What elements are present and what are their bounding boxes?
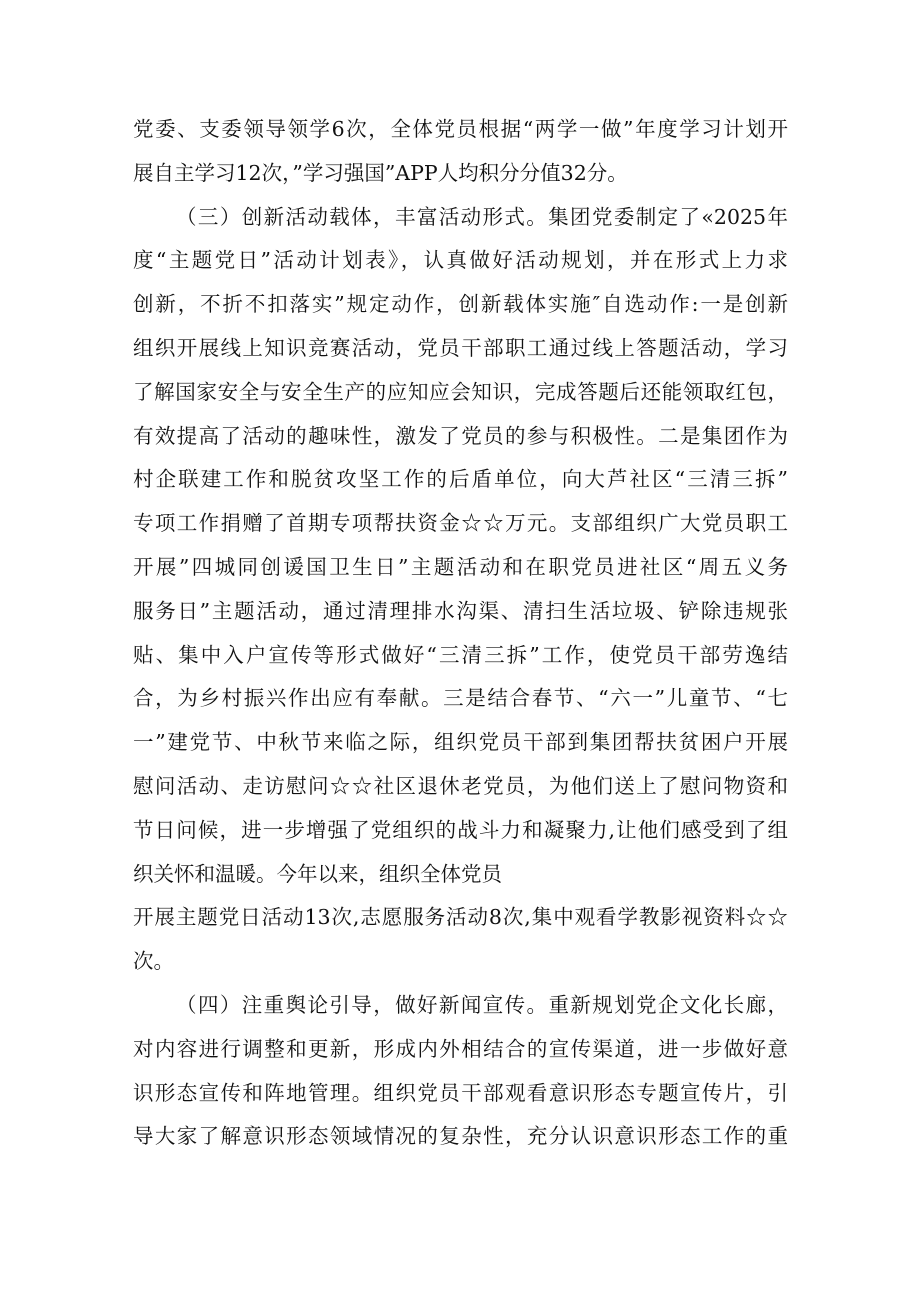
text-line: 一”建党节、中秋节来临之际，组织党员干部到集团帮扶贫困户开展 — [133, 730, 788, 755]
text-line: 创新，不折不扣落实”规定动作，创新载体实施″自选动作:一是创新 — [133, 292, 788, 317]
paragraph-section-4 — [133, 984, 788, 1159]
text-line: 对内容进行调整和更新，形成内外相结合的宣传渠道，进一步做好意 — [133, 1036, 788, 1061]
text-line: 展自主学习12次，”学习强国”APP人均积分分值32分。 — [133, 160, 628, 185]
text-line: 村企联建工作和脱贫攻坚工作的后盾单位，向大芦社区“三清三拆” — [133, 467, 788, 492]
text-line: 贴、集中入户宣传等形式做好“三清三拆”工作，使党员干部劳逸结 — [133, 642, 788, 667]
text-line: 识形态宣传和阵地管理。组织党员干部观看意识形态专题宣传片，引 — [133, 1080, 788, 1105]
text-line: 有效提高了活动的趣味性，激发了党员的参与积极性。二是集团作为 — [133, 423, 788, 448]
text-line: 合，为乡村振兴作出应有奉献。三是结合春节、“六一”儿童节、“七 — [133, 686, 788, 711]
text-line: 次。 — [133, 949, 174, 974]
document-body — [133, 108, 788, 1159]
text-line: 组织开展线上知识竞赛活动，党员干部职工通过线上答题活动，学习 — [133, 335, 788, 360]
text-line: 节日问候，进一步增强了党组织的战斗力和凝聚力,让他们感受到了组 — [133, 817, 788, 842]
paragraph-section-3 — [133, 196, 788, 984]
text-line: 专项工作捐赠了首期专项帮扶资金☆☆万元。支部组织广大党员职工 — [133, 511, 788, 536]
text-line: 开展主题党日活动13次,志愿服务活动8次,集中观看学教影视资料☆☆ — [133, 905, 788, 930]
section-4-heading-line: （四）注重舆论引导，做好新闻宣传。重新规划党企文化长廊， — [176, 992, 788, 1017]
text-line: 开展”四城同创谖国卫生日”主题活动和在职党员进社区“周五义务 — [133, 554, 788, 579]
text-line: 了解国家安全与安全生产的应知应会知识，完成答题后还能领取红包， — [133, 379, 788, 404]
text-line: 织关怀和温暖。今年以来，组织全体党员 — [133, 861, 502, 886]
paragraph-continuation — [133, 108, 788, 196]
text-line: 慰问活动、走访慰问☆☆社区退休老党员，为他们送上了慰问物资和 — [133, 773, 788, 798]
text-line: 导大家了解意识形态领域情况的复杂性，充分认识意识形态工作的重 — [133, 1124, 788, 1149]
text-line: 服务日”主题活动，通过清理排水沟渠、清扫生活垃圾、铲除违规张 — [133, 598, 788, 623]
text-line: 党委、支委领导领学6次，全体党员根据“两学一做”年度学习计划开 — [133, 117, 788, 141]
text-line: 度“主题党日”活动计划表》，认真做好活动规划，并在形式上力求 — [133, 248, 788, 273]
section-3-heading-line: （三）创新活动载体，丰富活动形式。集团党委制定了«2025年 — [176, 204, 788, 229]
